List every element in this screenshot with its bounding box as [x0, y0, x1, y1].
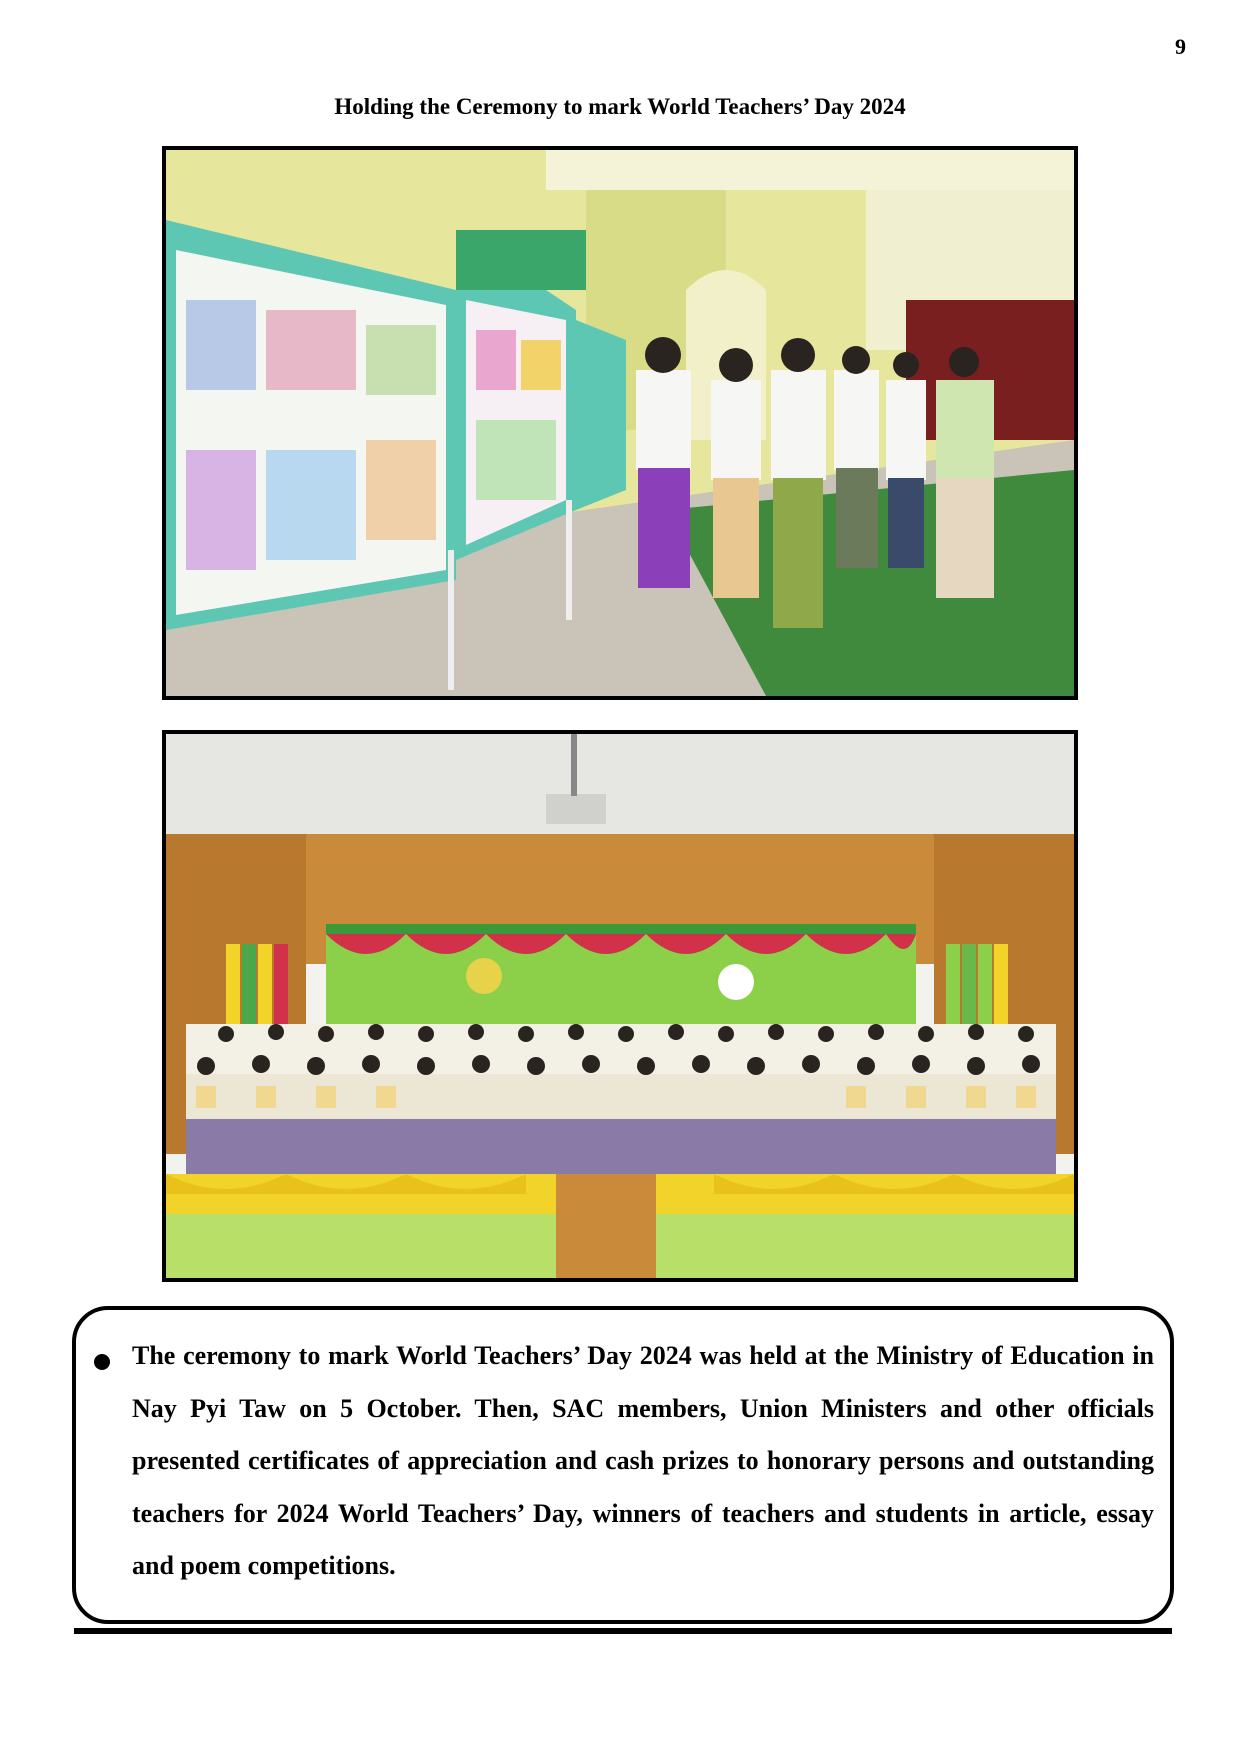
caption-box	[72, 1306, 1174, 1624]
photo-group-image	[166, 734, 1074, 1278]
page-title: Holding the Ceremony to mark World Teachers’ Day 2024	[334, 94, 906, 119]
bullet-icon	[94, 1354, 110, 1370]
photo-exhibition-image	[166, 150, 1074, 696]
photo-exhibition	[162, 146, 1078, 700]
bottom-rule	[74, 1628, 1172, 1634]
caption-text: The ceremony to mark World Teachers’ Day 2024 was held at the Ministry of Education in Nay Pyi Taw on 5 October. Then, SAC members, Union Ministers and other officials presented certificates of appreciation and cash prizes to honorary persons and outstanding teachers for 2024 World Teachers’ Day, winners of teachers and students in article, essay and poem competitions.	[132, 1341, 1154, 1580]
photo-group	[162, 730, 1078, 1282]
page-number: 9	[1175, 34, 1186, 59]
